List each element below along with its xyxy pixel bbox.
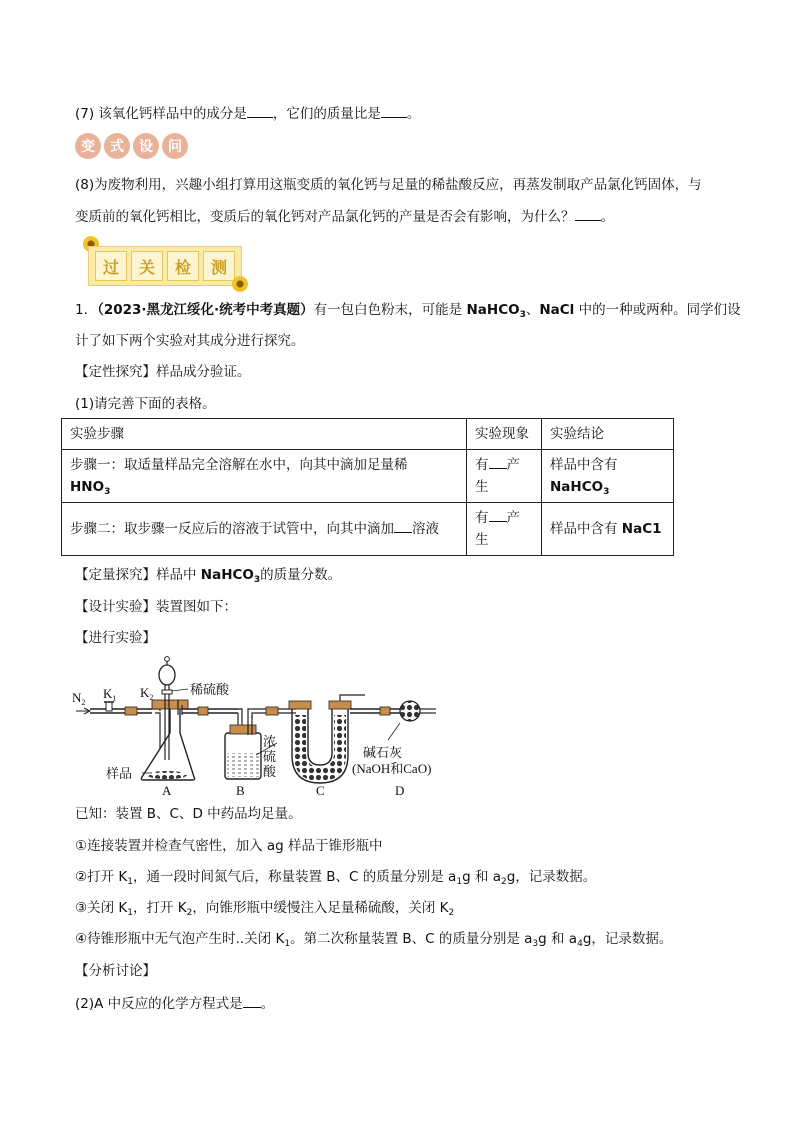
step-2: ②打开 $K_1$，通一段时间氮气后，称量装置 B、C 的质量分别是 $a_1g$ 和 $a_2g$，记录数据。	[75, 869, 597, 887]
table-cell: 有 产生	[467, 450, 542, 503]
banner-char: 变	[75, 133, 101, 159]
flower-icon	[232, 276, 248, 292]
problem-1-line1: 1．（2023·黑龙江绥化·统考中考真题）有一包白色粉末，可能是 NaHCO$_3$、NaCl 中的一种或两种。同学们设	[75, 302, 741, 320]
label-dilute-sulfuric-acid: 稀硫酸	[190, 682, 230, 697]
answer-blank	[489, 507, 507, 522]
inlet-arrow-icon	[76, 708, 90, 714]
banner-char: 过	[95, 251, 127, 281]
question-8-line1: (8)为废物利用，兴趣小组打算用这瓶变质的氧化钙与足量的稀盐酸反应，再蒸发制取产品氯化钙固体，与	[75, 177, 702, 193]
label-k2: $K_2$	[140, 685, 154, 702]
experiment-table	[61, 418, 674, 556]
variant-question-banner	[75, 133, 188, 159]
banner-char: 问	[162, 133, 188, 159]
gas-line	[90, 707, 152, 715]
q7-text: (7) 该氧化钙样品中的成分是	[75, 106, 247, 122]
label-b: B	[236, 783, 245, 797]
label-soda-lime-composition: (NaOH和CaO)	[352, 761, 432, 776]
problem-source: （2023·黑龙江绥化·统考中考真题）	[97, 302, 314, 318]
known-conditions: 已知：装置 B、C、D 中药品均足量。	[75, 806, 302, 822]
flask-a	[141, 700, 194, 780]
section-conduct: 【进行实验】	[75, 630, 156, 646]
label-soda-lime: 碱石灰	[363, 745, 403, 760]
q7-mid: ，它们的质量比是	[272, 106, 381, 122]
table-row	[62, 450, 674, 503]
banner-char: 检	[167, 251, 199, 281]
section-quantitative: 【定量探究】样品中 NaHCO$_3$的质量分数。	[75, 567, 342, 585]
drying-tube-d	[388, 701, 436, 740]
table-cell: 样品中含有 NaHCO$_3$	[542, 450, 674, 503]
label-sample: 样品	[106, 766, 133, 781]
step-4: ④待锥形瓶中无气泡产生时..关闭 $K_1$。第二次称量装置 B、C 的质量分别是 $a_3g$ 和 $a_4g$，记录数据。	[75, 931, 673, 949]
separatory-funnel	[159, 657, 188, 701]
apparatus-diagram	[70, 655, 440, 797]
label-n2: $N_2$	[72, 690, 86, 707]
banner-char: 测	[203, 251, 235, 281]
label-k1: $K_1$	[103, 686, 117, 703]
answer-blank	[394, 518, 412, 533]
review-test-banner	[88, 246, 242, 286]
banner-char: 关	[131, 251, 163, 281]
answer-blank	[575, 206, 601, 221]
table-cell: 步骤一：取适量样品完全溶解在水中，向其中滴加足量稀 $HNO_3$	[62, 450, 467, 503]
valve-k1	[104, 702, 114, 711]
bottle-b	[225, 715, 261, 779]
question-1: (1)请完善下面的表格。	[75, 396, 216, 412]
section-qualitative: 【定性探究】样品成分验证。	[75, 364, 251, 380]
section-design: 【设计实验】装置图如下：	[75, 599, 237, 615]
label-a: A	[162, 783, 172, 797]
section-analysis: 【分析讨论】	[75, 963, 156, 979]
table-header-row	[62, 419, 674, 450]
banner-char: 设	[133, 133, 159, 159]
problem-1-line2: 计了如下两个实验对其成分进行探究。	[75, 333, 305, 349]
table-header: 实验结论	[542, 419, 674, 450]
table-cell: 样品中含有 NaC1	[542, 503, 674, 556]
label-c: C	[316, 783, 325, 797]
label-conc-acid: 浓	[263, 734, 277, 749]
table-header: 实验现象	[467, 419, 542, 450]
answer-blank	[247, 103, 273, 118]
label-d: D	[395, 783, 405, 797]
table-header: 实验步骤	[62, 419, 467, 450]
step-1: ①连接装置并检查气密性，加入 ag 样品于锥形瓶中	[75, 838, 383, 854]
label-conc-acid: 硫	[263, 749, 277, 764]
answer-blank	[243, 993, 261, 1008]
question-8-line2: 变质前的氧化钙相比，变质后的氧化钙对产品氯化钙的产量是否会有影响，为什么？ 。	[75, 206, 614, 227]
label-conc-acid: 酸	[263, 764, 277, 779]
banner-char: 式	[104, 133, 130, 159]
question-7: (7) 该氧化钙样品中的成分是 ，它们的质量比是 。	[75, 103, 420, 124]
u-tube-c	[289, 701, 351, 783]
answer-blank	[489, 454, 507, 469]
step-3: ③关闭 $K_1$，打开 $K_2$，向锥形瓶中缓慢注入足量稀硫酸，关闭 $K_2$	[75, 900, 455, 918]
question-2: (2)A 中反应的化学方程式是 。	[75, 993, 274, 1014]
answer-blank	[381, 103, 407, 118]
table-cell: 步骤二：取步骤一反应后的溶液于试管中，向其中滴加 溶液	[62, 503, 467, 556]
table-row	[62, 503, 674, 556]
table-cell: 有 产生	[467, 503, 542, 556]
